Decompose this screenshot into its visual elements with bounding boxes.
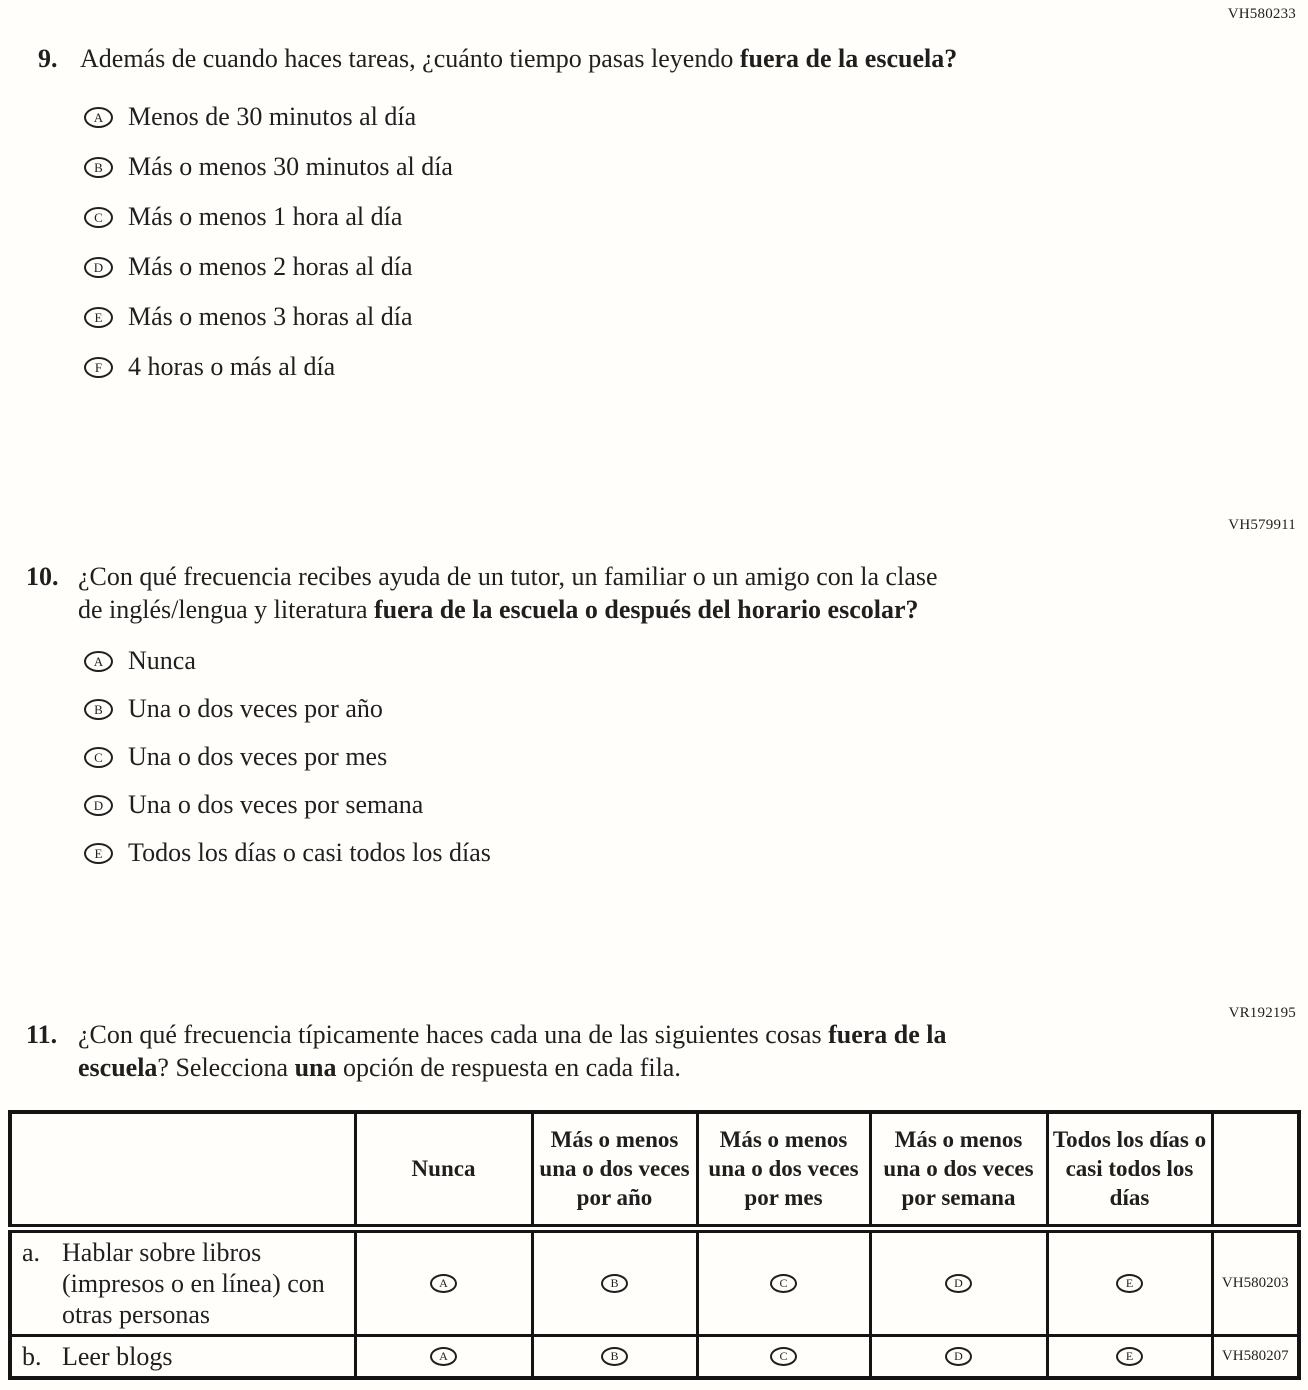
row-item-code: VH580207 bbox=[1212, 1335, 1299, 1378]
item-code-q10: VH579911 bbox=[1228, 517, 1296, 533]
question-9-number: 9. bbox=[38, 44, 58, 73]
matrix-bubble-cell bbox=[355, 1335, 532, 1378]
column-header-nunca: Nunca bbox=[355, 1112, 532, 1228]
answer-option bbox=[84, 142, 453, 192]
row-item-cell bbox=[10, 1228, 355, 1335]
table-row bbox=[10, 1335, 1299, 1378]
question-11-line1-bold: fuera de la bbox=[828, 1020, 947, 1049]
row-item-label: Hablar sobre libros (impresos o en línea) con otras personas bbox=[62, 1237, 325, 1329]
question-11-number: 11. bbox=[26, 1020, 58, 1049]
question-10-line1: ¿Con qué frecuencia recibes ayuda de un tutor, un familiar o un amigo con la clase bbox=[78, 562, 938, 591]
question-11-line2-bold2: una bbox=[294, 1053, 337, 1082]
answer-option bbox=[84, 685, 491, 733]
answer-option bbox=[84, 829, 491, 877]
answer-option-label: Nunca bbox=[128, 646, 196, 675]
question-9 bbox=[38, 42, 1128, 75]
question-9-text bbox=[80, 42, 957, 75]
row-item-letter: b. bbox=[22, 1341, 42, 1371]
radio-bubble-icon[interactable]: C bbox=[770, 1347, 797, 1366]
answer-option-label: Una o dos veces por semana bbox=[128, 790, 424, 819]
answer-option bbox=[84, 781, 491, 829]
answer-option bbox=[84, 242, 453, 292]
question-9-text-regular: Además de cuando haces tareas, ¿cuánto tiempo pasas leyendo bbox=[80, 44, 740, 73]
radio-bubble-icon[interactable]: E bbox=[1116, 1274, 1143, 1293]
radio-bubble-icon[interactable]: B bbox=[84, 157, 113, 178]
matrix-bubble-cell bbox=[870, 1228, 1047, 1335]
question-11-line2-bold: escuela bbox=[78, 1053, 158, 1082]
answer-option bbox=[84, 733, 491, 781]
table-row bbox=[10, 1228, 1299, 1335]
answer-option bbox=[84, 342, 453, 392]
matrix-bubble-cell bbox=[870, 1335, 1047, 1378]
question-11 bbox=[26, 1018, 1146, 1084]
column-header-por-ano: Más o menos una o dos veces por año bbox=[532, 1112, 697, 1228]
radio-bubble-icon[interactable]: D bbox=[84, 795, 113, 816]
row-item-code: VH580203 bbox=[1212, 1228, 1299, 1335]
answer-option bbox=[84, 292, 453, 342]
radio-bubble-icon[interactable]: A bbox=[430, 1274, 457, 1293]
answer-option-label: 4 horas o más al día bbox=[128, 352, 336, 381]
table-header-row bbox=[10, 1112, 1299, 1228]
q10-answer-options bbox=[84, 637, 491, 877]
radio-bubble-icon[interactable]: C bbox=[84, 747, 113, 768]
radio-bubble-icon[interactable]: A bbox=[84, 107, 113, 128]
radio-bubble-icon[interactable]: B bbox=[601, 1347, 628, 1366]
answer-option bbox=[84, 637, 491, 685]
radio-bubble-icon[interactable]: F bbox=[84, 357, 113, 378]
matrix-bubble-cell bbox=[697, 1228, 870, 1335]
q9-answer-options bbox=[84, 92, 453, 392]
column-header-por-semana: Más o menos una o dos veces por semana bbox=[870, 1112, 1047, 1228]
row-item-cell bbox=[10, 1335, 355, 1378]
radio-bubble-icon[interactable]: B bbox=[84, 699, 113, 720]
matrix-bubble-cell bbox=[532, 1335, 697, 1378]
question-10-text bbox=[78, 560, 938, 626]
question-11-line2-end: opción de respuesta en cada fila. bbox=[336, 1053, 681, 1082]
question-10-line2-bold: fuera de la escuela o después del horario escolar? bbox=[374, 595, 919, 624]
radio-bubble-icon[interactable]: C bbox=[770, 1274, 797, 1293]
answer-option-label: Más o menos 3 horas al día bbox=[128, 302, 413, 331]
answer-option-label: Más o menos 1 hora al día bbox=[128, 202, 403, 231]
radio-bubble-icon[interactable]: A bbox=[84, 651, 113, 672]
question-11-text bbox=[78, 1018, 947, 1084]
question-10-line2-regular: de inglés/lengua y literatura bbox=[78, 595, 375, 624]
item-code-q9: VH580233 bbox=[1227, 6, 1296, 22]
row-item-label: Leer blogs bbox=[62, 1341, 173, 1371]
question-10-number: 10. bbox=[26, 562, 59, 591]
radio-bubble-icon[interactable]: E bbox=[1116, 1347, 1143, 1366]
radio-bubble-icon[interactable]: D bbox=[84, 257, 113, 278]
radio-bubble-icon[interactable]: D bbox=[945, 1347, 972, 1366]
radio-bubble-icon[interactable]: B bbox=[601, 1274, 628, 1293]
radio-bubble-icon[interactable]: C bbox=[84, 207, 113, 228]
item-code-q11: VR192195 bbox=[1228, 1005, 1296, 1021]
answer-option-label: Una o dos veces por mes bbox=[128, 742, 388, 771]
answer-option-label: Todos los días o casi todos los días bbox=[128, 838, 491, 867]
question-11-line2-regular: ? Selecciona bbox=[157, 1053, 295, 1082]
radio-bubble-icon[interactable]: E bbox=[84, 307, 113, 328]
question-11-line1-regular: ¿Con qué frecuencia típicamente haces cada una de las siguientes cosas bbox=[78, 1020, 829, 1049]
matrix-bubble-cell bbox=[1047, 1335, 1212, 1378]
empty-corner-cell bbox=[10, 1112, 355, 1228]
answer-option-label: Más o menos 30 minutos al día bbox=[128, 152, 453, 181]
matrix-bubble-cell bbox=[697, 1335, 870, 1378]
answer-option-label: Una o dos veces por año bbox=[128, 694, 383, 723]
question-10 bbox=[26, 560, 1116, 626]
matrix-bubble-cell bbox=[1047, 1228, 1212, 1335]
empty-code-header-cell bbox=[1212, 1112, 1299, 1228]
question-9-text-bold: fuera de la escuela? bbox=[739, 44, 958, 73]
matrix-bubble-cell bbox=[355, 1228, 532, 1335]
row-item-letter: a. bbox=[22, 1237, 41, 1267]
radio-bubble-icon[interactable]: A bbox=[430, 1347, 457, 1366]
answer-option-label: Más o menos 2 horas al día bbox=[128, 252, 413, 281]
radio-bubble-icon[interactable]: D bbox=[945, 1274, 972, 1293]
column-header-por-mes: Más o menos una o dos veces por mes bbox=[697, 1112, 870, 1228]
answer-option-label: Menos de 30 minutos al día bbox=[128, 102, 417, 131]
column-header-todos-los-dias: Todos los días o casi todos los días bbox=[1047, 1112, 1212, 1228]
answer-option bbox=[84, 192, 453, 242]
answer-option bbox=[84, 92, 453, 142]
matrix-bubble-cell bbox=[532, 1228, 697, 1335]
radio-bubble-icon[interactable]: E bbox=[84, 843, 113, 864]
frequency-matrix-table bbox=[8, 1110, 1301, 1380]
